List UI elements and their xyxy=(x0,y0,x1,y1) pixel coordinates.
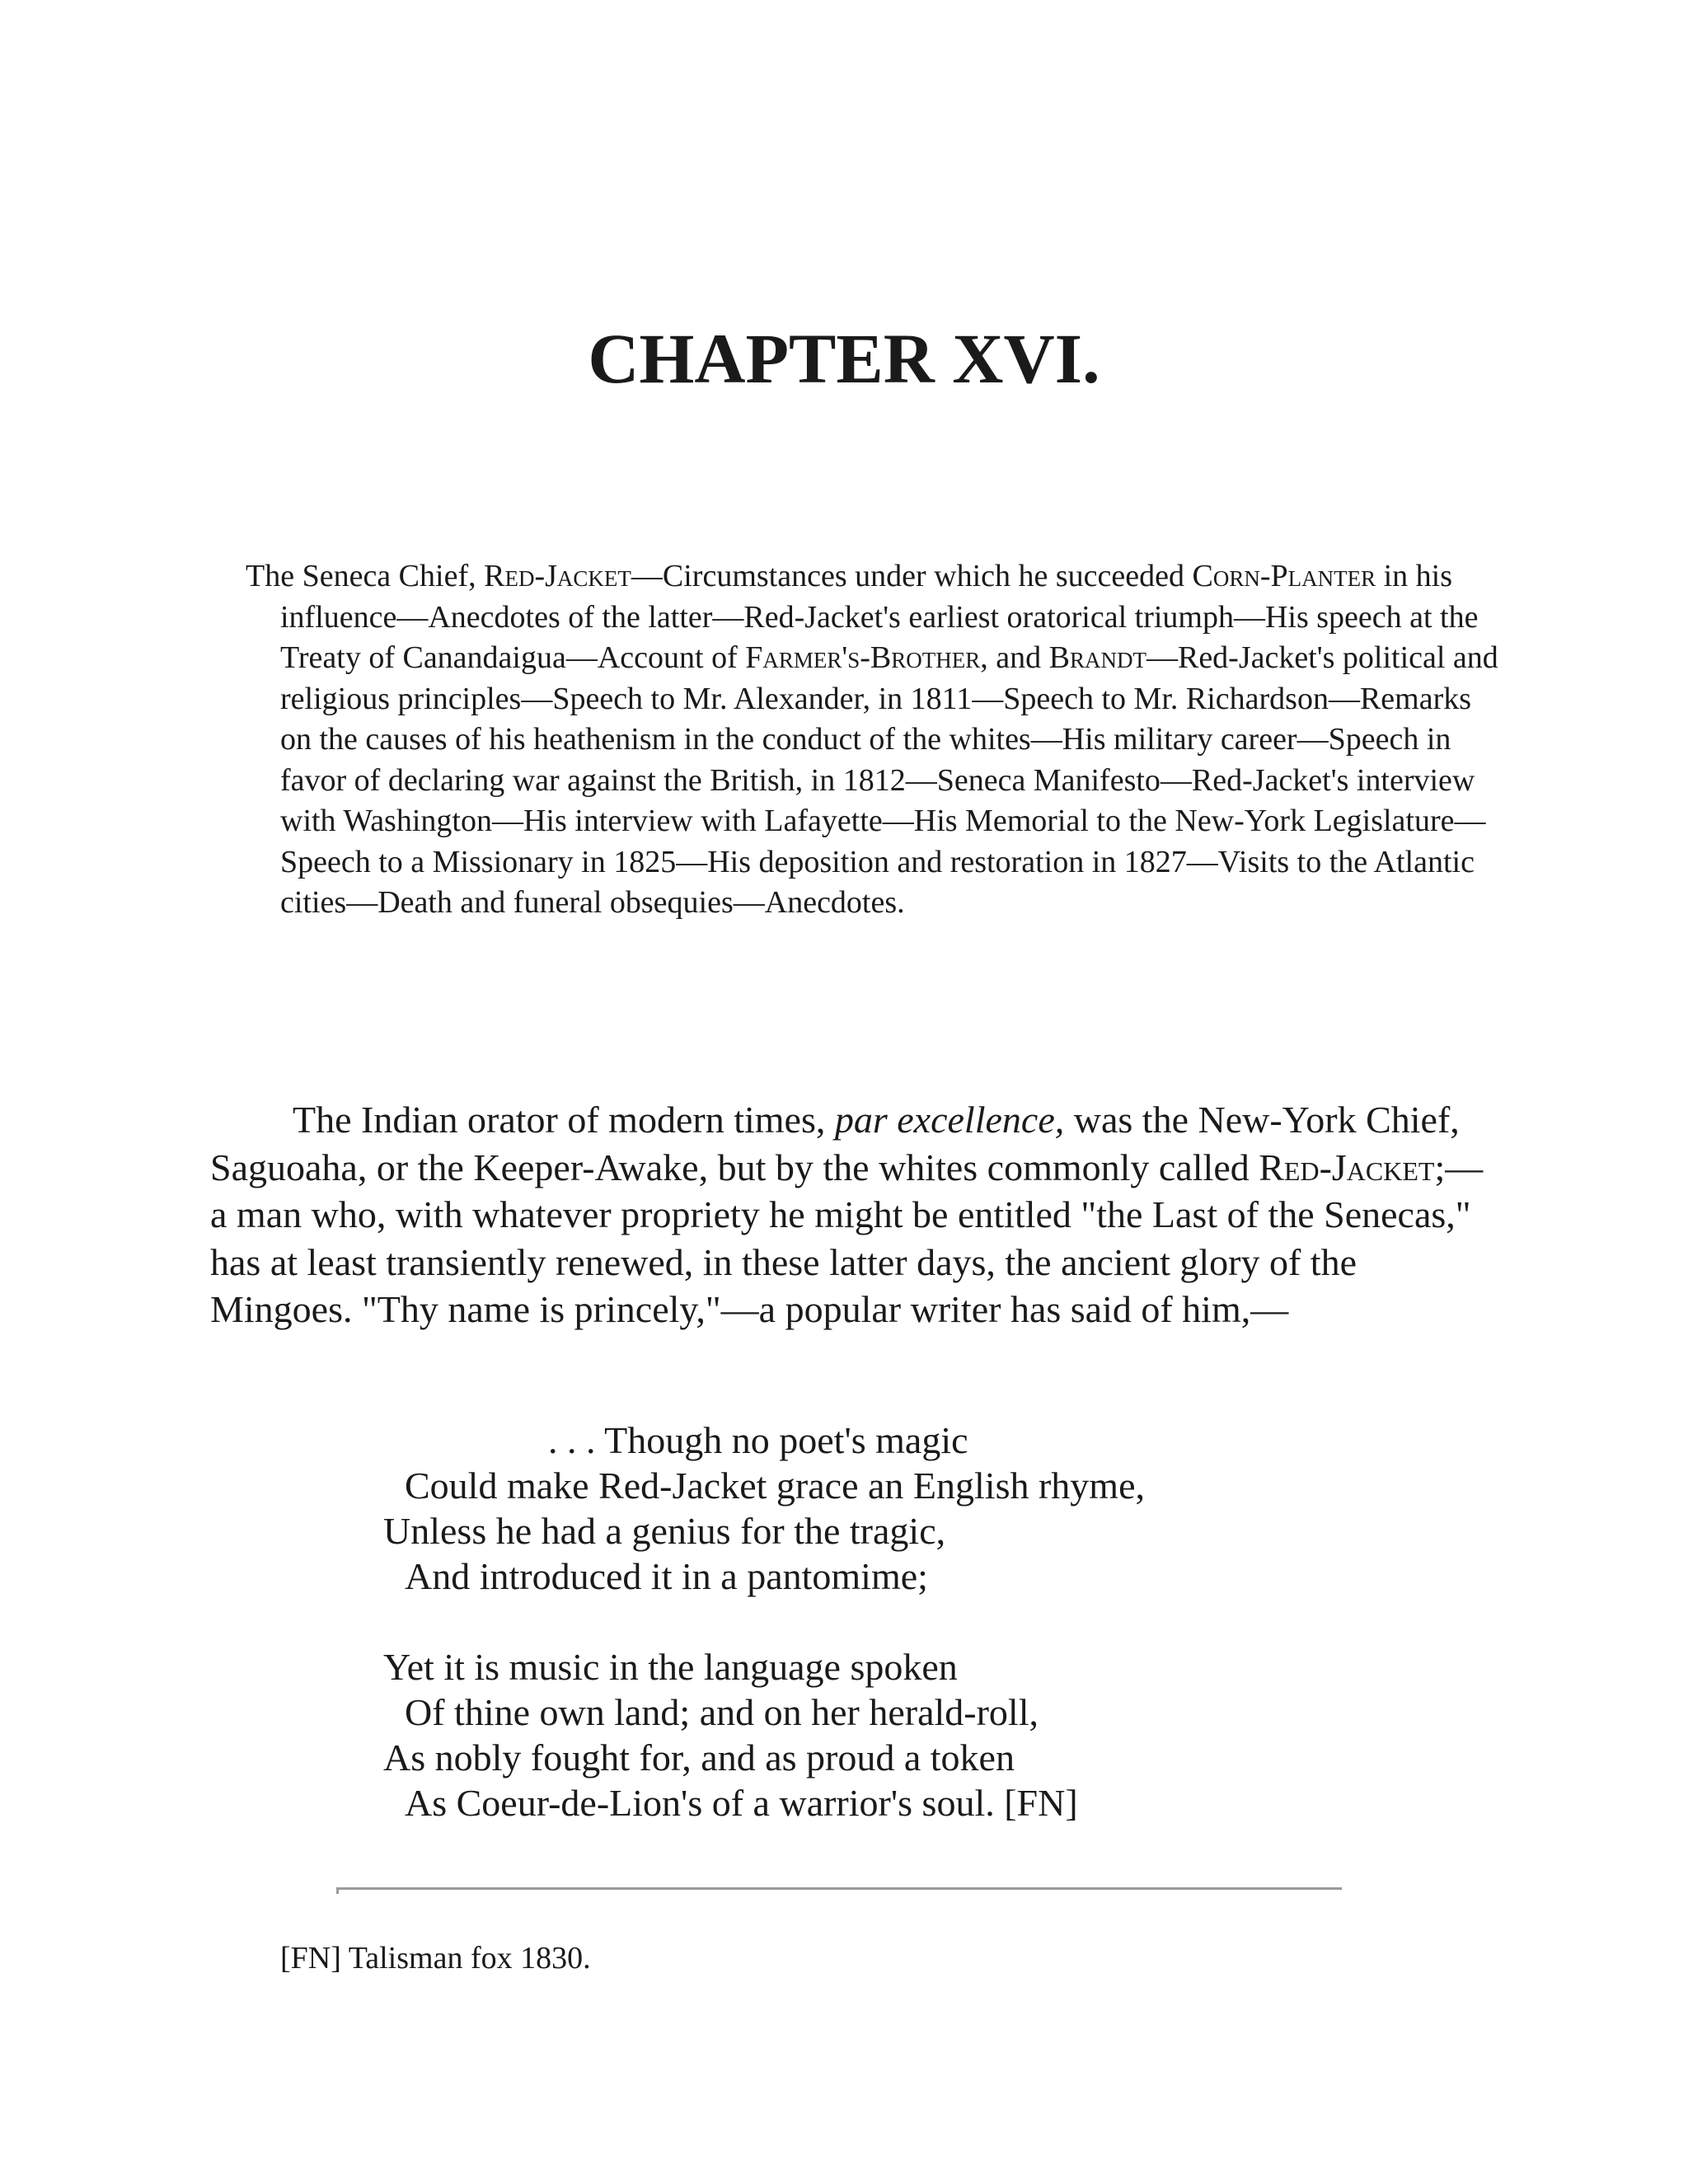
poem-stanza-1 xyxy=(383,1418,1145,1599)
summary-text: —Red-Jacket's political and religious principles—Speech to Mr. Alexander, in 1811—Speech to Mr. Richardson—Remarks on the causes of his heathenism in the conduct of the whites—His military career—Speech in favor of declaring war against the British, in 1812—Seneca Manifesto—Red-Jacket's interview with Washington—His interview with Lafayette—His Memorial to the New-York Legislature—Speech to a Missionary in 1825—His deposition and restoration in 1827—Visits to the Atlantic cities—Death and funeral obsequies—Anecdotes. xyxy=(280,640,1498,920)
body-paragraph xyxy=(210,1096,1488,1333)
body-text: ;—a man who, with whatever propriety he might be entitled "the Last of the Senecas," has at least transiently renewed, in these latter days, the ancient glory of the Mingoes. "Thy name is princely,"—a popular writer has said of him,— xyxy=(210,1146,1484,1330)
summary-text: in his influence—Anecdotes of the latter—Red-Jacket's earliest oratorical triumph—His speech at the Treaty of Canandaigua—Account of xyxy=(280,559,1479,675)
summary-text: —Circumstances under which he succeeded xyxy=(631,559,1193,593)
poem-line: And introduced it in a pantomime; xyxy=(405,1555,928,1597)
poem-line: Unless he had a genius for the tragic, xyxy=(383,1510,946,1552)
poem-line: As Coeur-de-Lion's of a warrior's soul. [FN] xyxy=(405,1782,1078,1824)
summary-smallcaps-name: Brandt xyxy=(1048,640,1146,675)
summary-text: The Seneca Chief, xyxy=(246,559,485,593)
poem-stanza-2 xyxy=(383,1644,1078,1825)
body-italic-text: par excellence, xyxy=(834,1099,1065,1141)
poem-line: Could make Red-Jacket grace an English rhyme, xyxy=(405,1465,1145,1507)
poem-line: As nobly fought for, and as proud a token xyxy=(383,1736,1015,1779)
footnote-divider xyxy=(336,1887,1342,1890)
poem-line: Of thine own land; and on her herald-roll, xyxy=(405,1691,1039,1733)
summary-text: , and xyxy=(980,640,1049,675)
body-smallcaps-name: Red-Jacket xyxy=(1259,1146,1435,1188)
summary-smallcaps-name: Farmer's-Brother xyxy=(745,640,981,675)
summary-smallcaps-name: Red-Jacket xyxy=(484,559,631,593)
poem-line: . . . Though no poet's magic xyxy=(548,1419,968,1461)
body-text: The Indian orator of modern times, xyxy=(293,1099,835,1141)
chapter-title: CHAPTER XVI. xyxy=(588,319,1100,398)
chapter-summary xyxy=(246,556,1500,924)
summary-smallcaps-name: Corn-Planter xyxy=(1192,559,1376,593)
footnote: [FN] Talisman fox 1830. xyxy=(280,1941,591,1975)
body-text: was the New-York Chief, Saguoaha, or the Keeper-Awake, but by the whites commonly called xyxy=(210,1099,1460,1188)
poem-line: Yet it is music in the language spoken xyxy=(383,1646,958,1688)
